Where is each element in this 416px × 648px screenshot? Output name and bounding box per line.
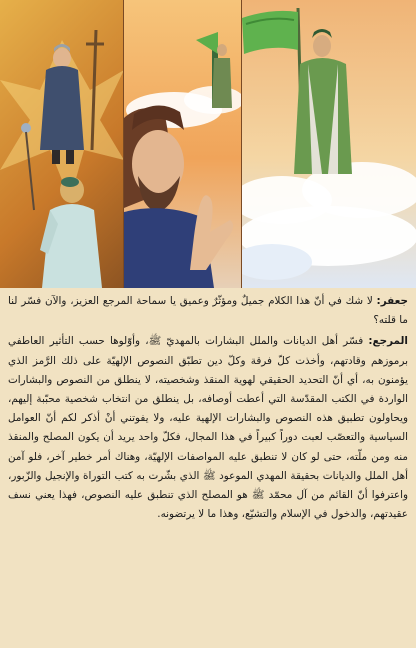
article-text (8, 292, 408, 642)
comic-panel-right (242, 0, 416, 288)
paragraph-text: لا شك في أنّ هذا الكلام جميلٌ ومؤثّرٌ وعميق يا سماحة المرجع العزيز، والآن فسّر لنا ما قلته؟ (8, 295, 408, 327)
panel-middle-drawing (124, 0, 242, 288)
paragraph-text: فسّر أهل الديانات والملل البشارات بالمهديّ ﷺ، وأوّلوها حسب التأثير العاطفي برموزهم وقادتهم، وأخذت كلّ فرقة وكلّ دين تطبّق النصوص الإلهيّة على ذلك الرَّمز الذي يؤمنون به، أي أنّ التحديد الحقيقي لهوية المنقذ وشخصيته، لا ينطلق من النصوص والبشارات الواردة في الكتب المقدّسة التي أعطت أوصافه، بل ينطلق من انتخاب شخصية محبّبة إليهم، ويحاولون تطبيق هذه النصوص والبشارات الإلهية عليه، ولا يفوتني أنْ أذكر لكم أنّ العوامل السياسية والتعصّب لعبت دوراً كبيراً في هذا المجال، فكلّ واحد يريد أن يكون المصلح والمنقذ منه ومن ملّته، حتى لو كان لا تنطبق عليه المواصفات الإلهيّة، وهناك أمر خطير آخر، فلو آمن أهل الملل والديانات بحقيقة المهدي الموعود ﷺ الذي بشّرت به كتب التوراة والإنجيل والزّبور، واعترفوا أنّ القائم من آل محمّد ﷺ هو المصلح الذي تنطبق عليه النصوص، فهذا يعني نسف عقيدتهم، والدخول في الإسلام والتشيّع، وهذا ما لا يرتضونه. (8, 335, 408, 521)
speaker-label: جعفر: (376, 295, 408, 307)
panel-right-drawing (242, 0, 416, 288)
dialogue-paragraph (8, 332, 408, 524)
comic-illustration (0, 0, 416, 288)
speaker-label: المرجع: (368, 335, 408, 348)
comic-panel-left (0, 0, 124, 288)
dialogue-paragraph (8, 292, 408, 330)
comic-panel-middle (124, 0, 242, 288)
panel-left-drawing (0, 0, 124, 288)
